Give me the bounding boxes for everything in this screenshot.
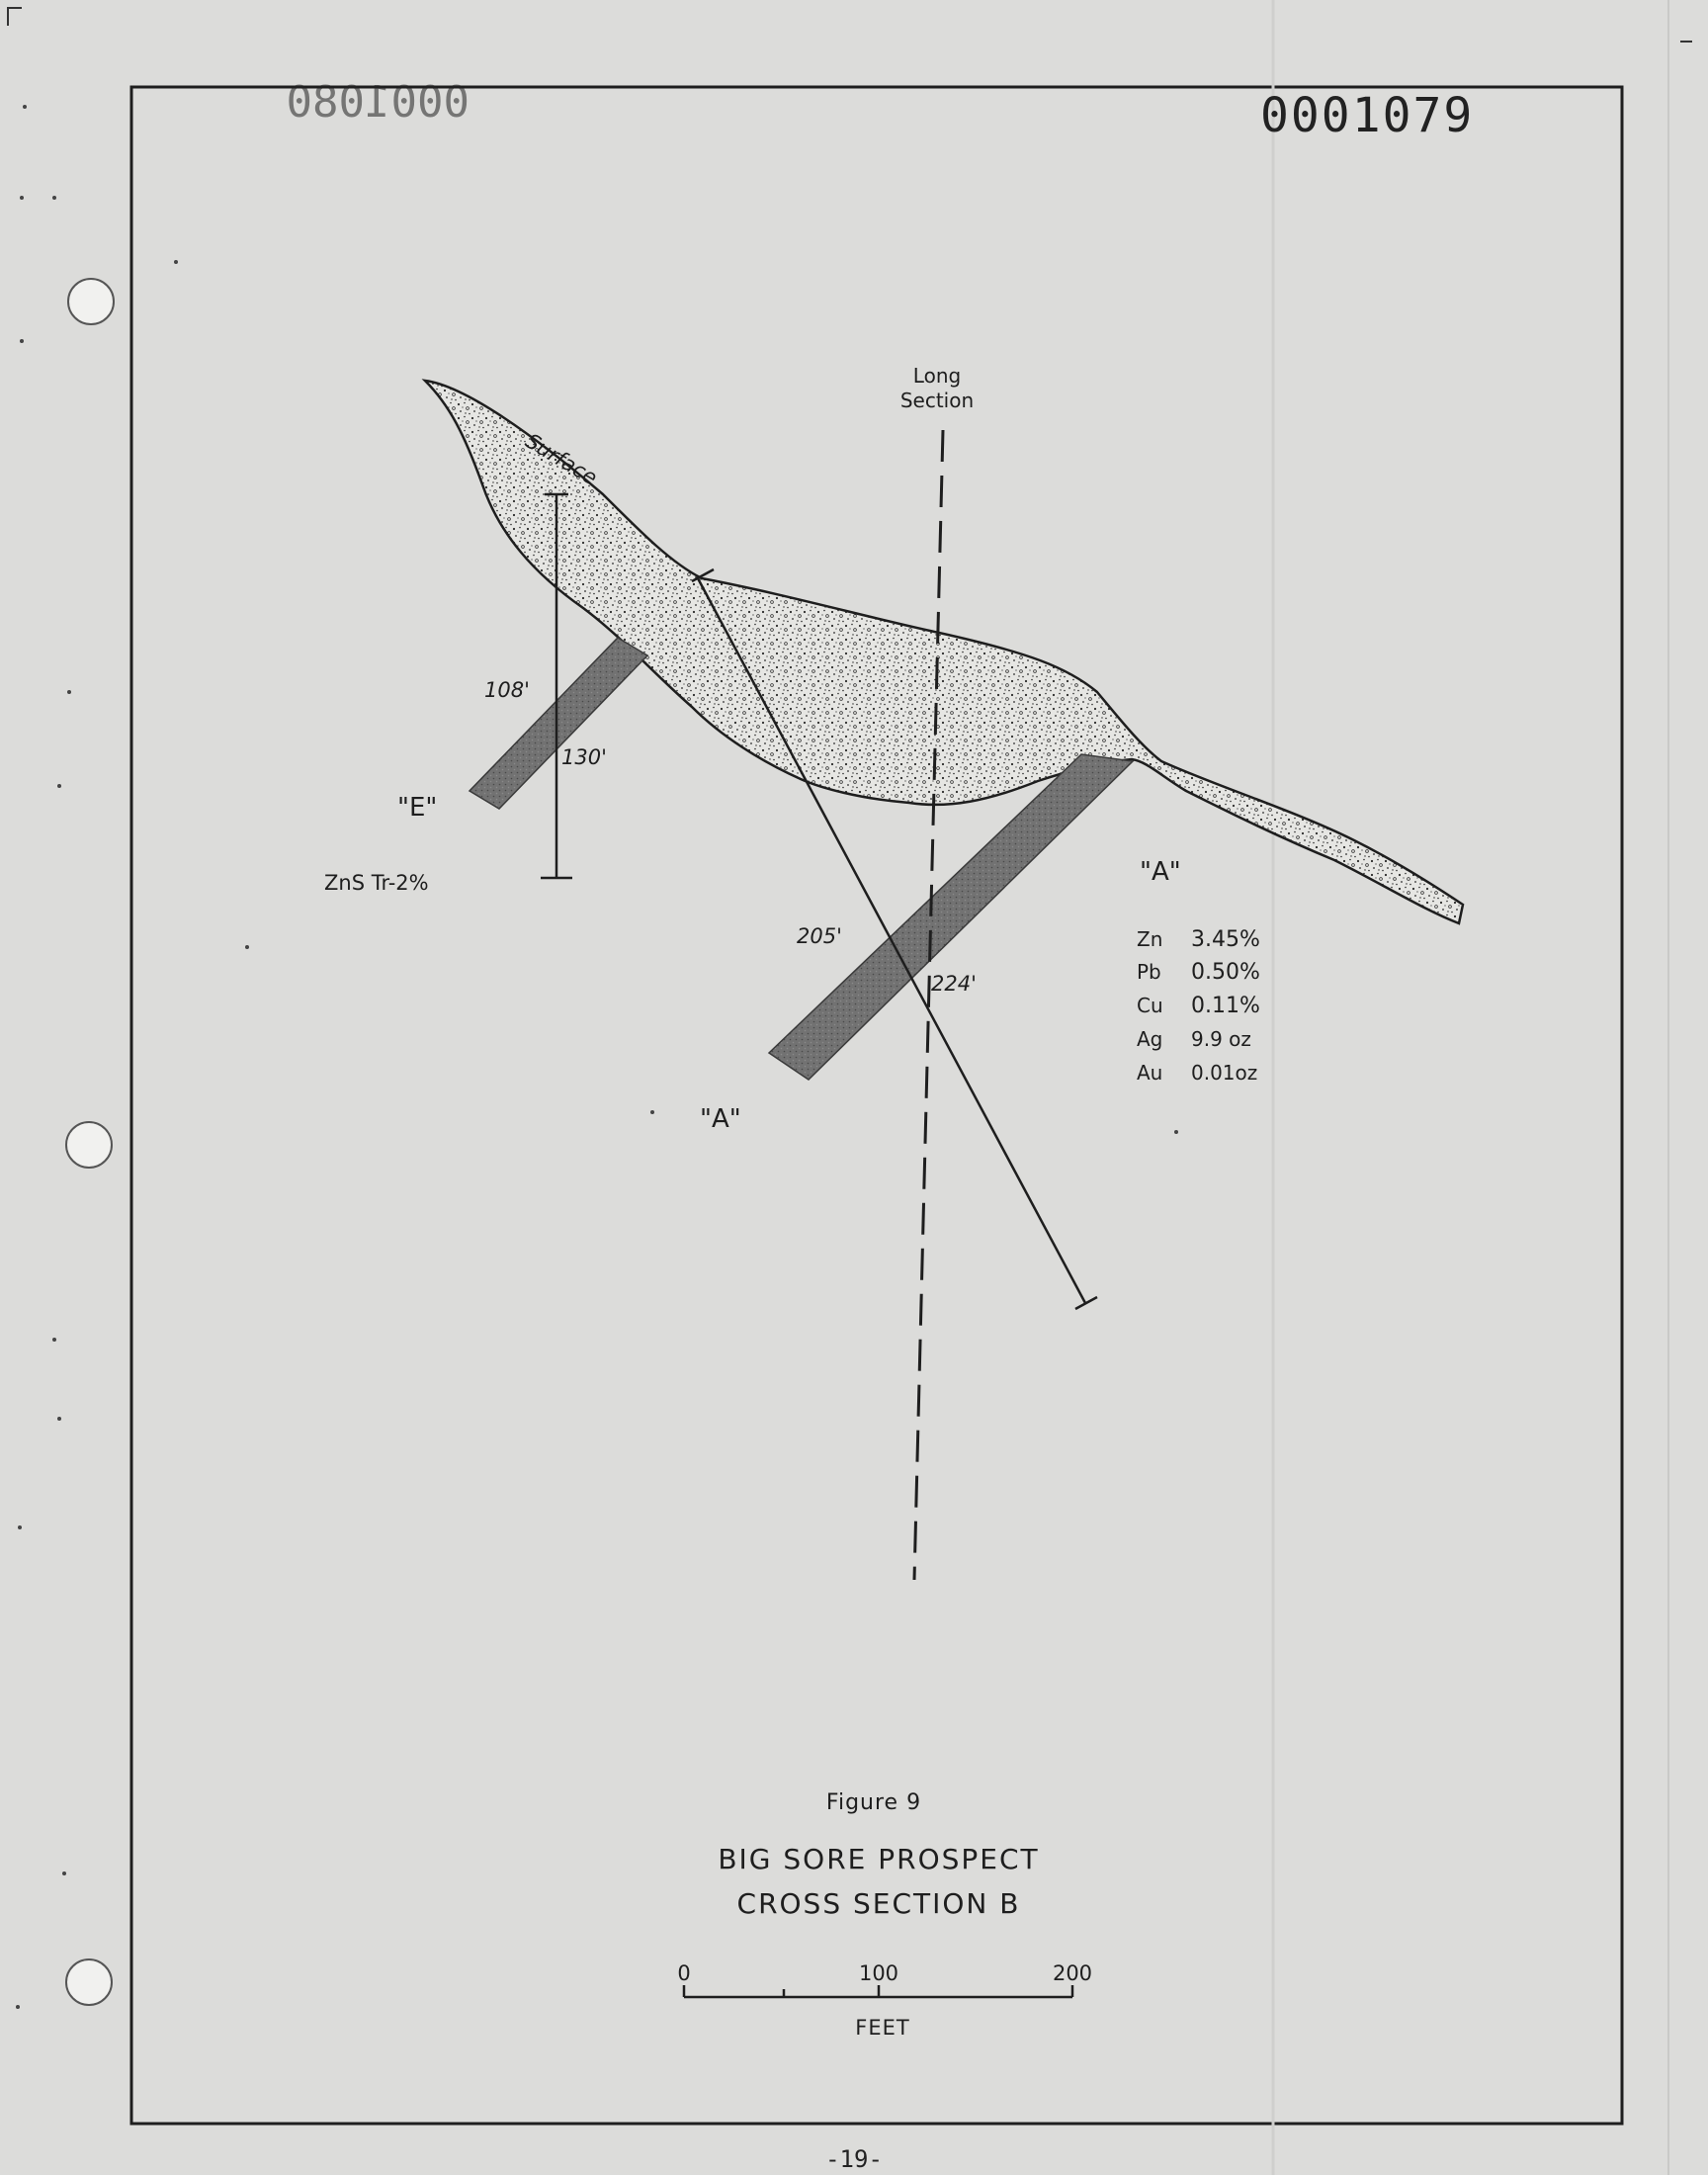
punch-hole [66, 1959, 112, 2005]
page-frame [131, 87, 1622, 2124]
assay-row-au [1137, 1061, 1257, 1085]
long-section-line [914, 430, 943, 1580]
assay-value: 0.01oz [1191, 1061, 1258, 1085]
zns-note: ZnS Tr-2% [324, 871, 429, 895]
assay-value: 9.9 oz [1191, 1027, 1251, 1051]
zone-a-label-right: "A" [1140, 857, 1181, 887]
assay-row-zn [1137, 927, 1260, 952]
ghost-doc-number: 0001080 [286, 77, 470, 128]
figure-title-line1: BIG SORE PROSPECT [718, 1843, 1040, 1875]
punch-hole [68, 279, 114, 324]
punch-hole [66, 1122, 112, 1168]
scale-bar [677, 1961, 1092, 2040]
scale-label-0: 0 [677, 1961, 691, 1985]
figure-title-line2: CROSS SECTION B [736, 1887, 1021, 1920]
doc-number: 0001079 [1260, 88, 1475, 143]
assay-element: Au [1137, 1061, 1163, 1085]
depth-108-label: 108' [484, 678, 530, 702]
figure-label: Figure 9 [825, 1790, 922, 1815]
assay-table [1137, 927, 1260, 1085]
scale-label-100: 100 [858, 1961, 899, 1985]
corner-mark [8, 8, 22, 26]
long-section-label-line2: Section [899, 389, 975, 412]
scale-units: FEET [855, 2016, 910, 2040]
scan-specks [16, 105, 1178, 2009]
long-section-label-line1: Long [912, 364, 962, 388]
assay-element: Pb [1137, 960, 1161, 984]
depth-130-label: 130' [561, 745, 607, 769]
drill-hole-2-end [1075, 1297, 1097, 1309]
depth-224-label: 224' [931, 972, 977, 996]
surface-label: Surface [521, 428, 602, 490]
assay-row-ag [1137, 1027, 1251, 1051]
zone-e-label: "E" [397, 793, 438, 823]
assay-element: Ag [1137, 1027, 1163, 1051]
assay-value: 3.45% [1191, 927, 1260, 952]
scale-label-200: 200 [1052, 1961, 1093, 1985]
zone-a-label-lower: "A" [700, 1104, 741, 1134]
depth-205-label: 205' [797, 924, 842, 948]
assay-value: 0.50% [1191, 960, 1260, 985]
assay-row-pb [1137, 960, 1260, 985]
assay-value: 0.11% [1191, 994, 1260, 1018]
page-number: -19- [825, 2145, 883, 2173]
vein-e [470, 638, 647, 809]
assay-element: Cu [1137, 994, 1163, 1017]
assay-row-cu [1137, 994, 1260, 1018]
assay-element: Zn [1137, 927, 1163, 951]
